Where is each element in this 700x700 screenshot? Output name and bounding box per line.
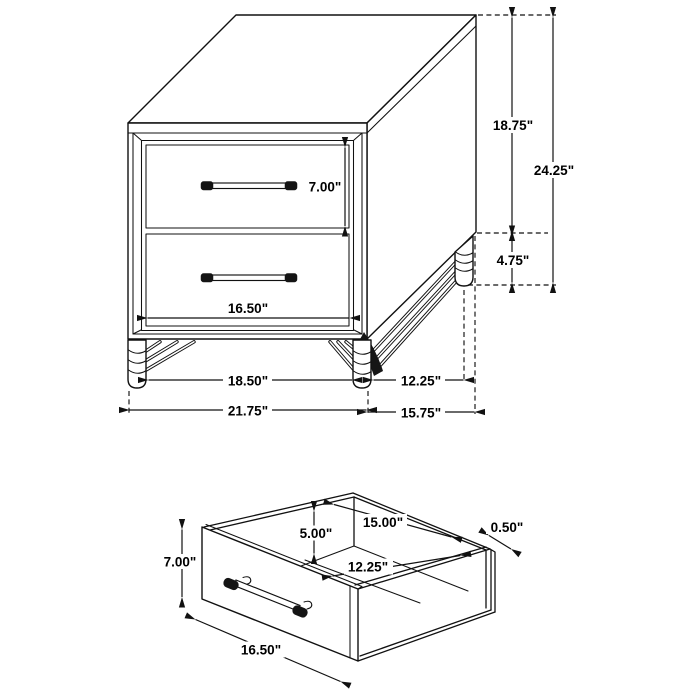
front-width-label: 16.50"	[240, 642, 282, 658]
front-height-label: 7.00"	[163, 554, 197, 570]
overall-width-label: 21.75"	[227, 403, 269, 419]
dim-overall-depth	[368, 405, 475, 421]
side-thickness-label: 0.50"	[490, 520, 524, 535]
dim-overall-height	[530, 18, 578, 283]
dim-leg-height	[494, 236, 532, 283]
interior-height-label: 5.00"	[299, 526, 333, 541]
interior-depth-label: 12.25"	[347, 559, 389, 575]
case-height-label: 18.75"	[492, 118, 534, 133]
dim-side-thickness	[486, 520, 528, 549]
dim-front-leg-spacing	[149, 373, 353, 389]
drawer-front-width-label: 16.50"	[227, 301, 269, 316]
drawer-figure	[160, 493, 528, 682]
interior-width-label: 15.00"	[362, 515, 404, 530]
front-leg-spacing-label: 18.50"	[227, 373, 269, 389]
drawer-front-panel	[202, 527, 358, 661]
front-left-leg	[128, 340, 146, 388]
overall-depth-label: 15.75"	[400, 405, 442, 421]
wire-struts-front	[141, 342, 357, 373]
bottom-drawer-handle	[210, 275, 288, 281]
leg-height-label: 4.75"	[496, 253, 530, 268]
side-leg-spacing-label: 12.25"	[400, 373, 442, 389]
dim-case-height	[489, 18, 536, 231]
dim-side-leg-spacing	[374, 373, 464, 389]
drawer-front-height-label: 7.00"	[308, 179, 342, 195]
top-drawer-handle	[210, 183, 288, 189]
nightstand-body	[128, 15, 476, 339]
overall-height-label: 24.25"	[533, 163, 575, 178]
nightstand-figure	[128, 15, 578, 421]
dim-front-height	[160, 530, 200, 598]
dim-overall-width	[130, 403, 367, 419]
dim-interior-height	[295, 512, 336, 554]
